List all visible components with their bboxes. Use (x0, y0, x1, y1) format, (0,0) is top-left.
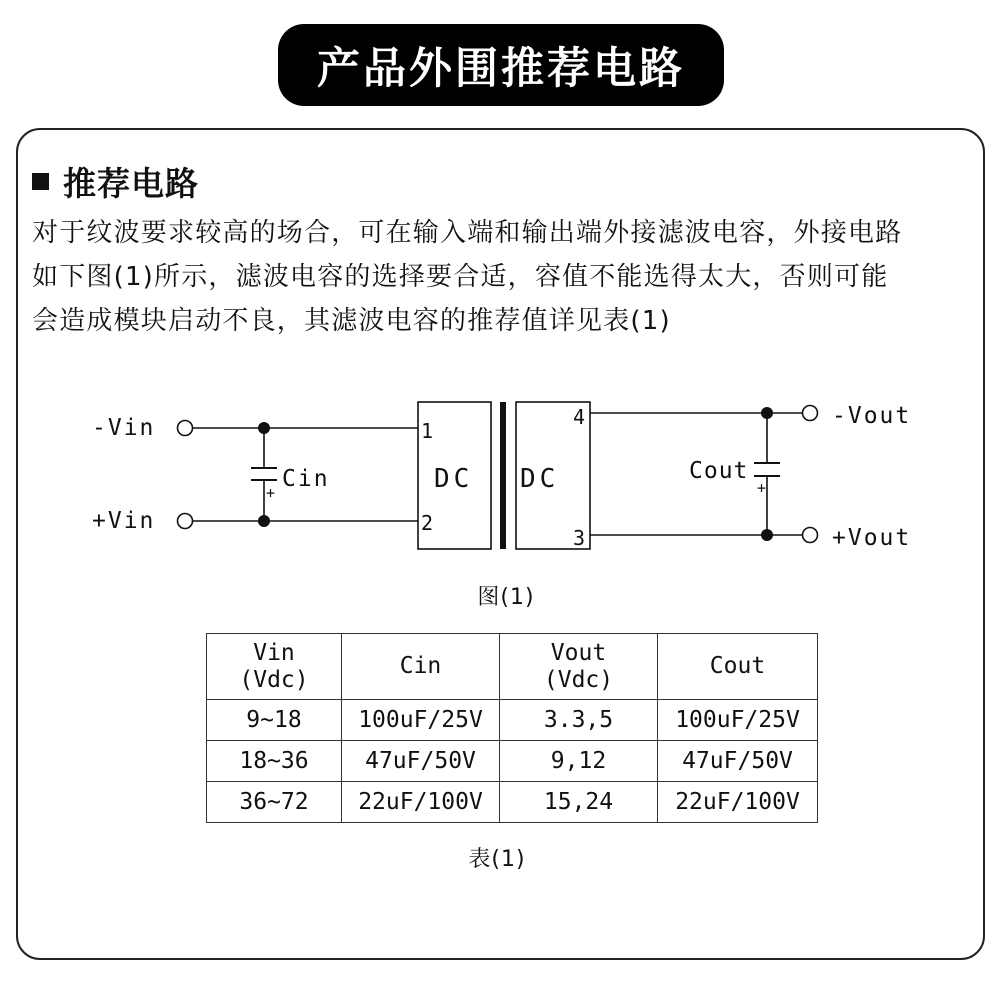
junction-dot (761, 529, 773, 541)
pin-4-label: 4 (573, 405, 586, 429)
figure-caption: 图(1) (477, 585, 535, 610)
cell-vout: 3.3,5 (500, 700, 658, 741)
table-row (207, 741, 818, 782)
label-vin-pos: +Vin (92, 508, 156, 534)
paragraph-line-3: 会造成模块启动不良，其滤波电容的推荐值详见表(1) (32, 306, 671, 336)
terminal-vin-neg-icon (178, 421, 193, 436)
paragraph-line-2: 如下图(1)所示，滤波电容的选择要合适，容值不能选得太大，否则可能 (32, 262, 889, 292)
label-vin-neg: -Vin (92, 415, 156, 441)
cell-vout: 15,24 (500, 782, 658, 823)
pin-1-label: 1 (421, 419, 434, 443)
terminal-vout-neg-icon (803, 406, 818, 421)
cell-cin: 22uF/100V (342, 782, 500, 823)
header-vout: Vout (Vdc) (500, 634, 658, 700)
page-title: 产品外围推荐电路 (317, 43, 685, 94)
terminal-vout-pos-icon (803, 528, 818, 543)
table-row (207, 700, 818, 741)
table-row (207, 782, 818, 823)
label-vout-pos: +Vout (832, 525, 912, 551)
header-vin: Vin (Vdc) (207, 634, 342, 700)
cell-vin: 36~72 (207, 782, 342, 823)
isolation-barrier (500, 402, 506, 549)
label-cout: Cout (689, 458, 749, 484)
label-cin: Cin (282, 466, 330, 492)
junction-dot (258, 515, 270, 527)
cell-cin: 100uF/25V (342, 700, 500, 741)
junction-dot (258, 422, 270, 434)
terminal-vin-pos-icon (178, 514, 193, 529)
cell-cout: 100uF/25V (658, 700, 818, 741)
cell-vin: 9~18 (207, 700, 342, 741)
pin-3-label: 3 (573, 526, 586, 550)
dc-block-right-label: DC (520, 464, 560, 494)
junction-dot (761, 407, 773, 419)
table-header-row (207, 634, 818, 700)
cin-polarity-mark: + (266, 484, 276, 502)
cell-vin: 18~36 (207, 741, 342, 782)
capacitor-recommendation-table (206, 633, 818, 823)
paragraph-line-1: 对于纹波要求较高的场合，可在输入端和输出端外接滤波电容，外接电路 (32, 218, 903, 248)
cell-cout: 22uF/100V (658, 782, 818, 823)
cell-cout: 47uF/50V (658, 741, 818, 782)
section-heading-text: 推荐电路 (63, 163, 199, 203)
table-caption: 表(1) (468, 847, 526, 872)
cell-cin: 47uF/50V (342, 741, 500, 782)
label-vout-neg: -Vout (832, 403, 912, 429)
header-cout: Cout (658, 634, 818, 700)
cell-vout: 9,12 (500, 741, 658, 782)
dc-block-left-label: DC (434, 464, 474, 494)
pin-2-label: 2 (421, 511, 434, 535)
header-cin: Cin (342, 634, 500, 700)
cout-polarity-mark: + (757, 479, 767, 497)
